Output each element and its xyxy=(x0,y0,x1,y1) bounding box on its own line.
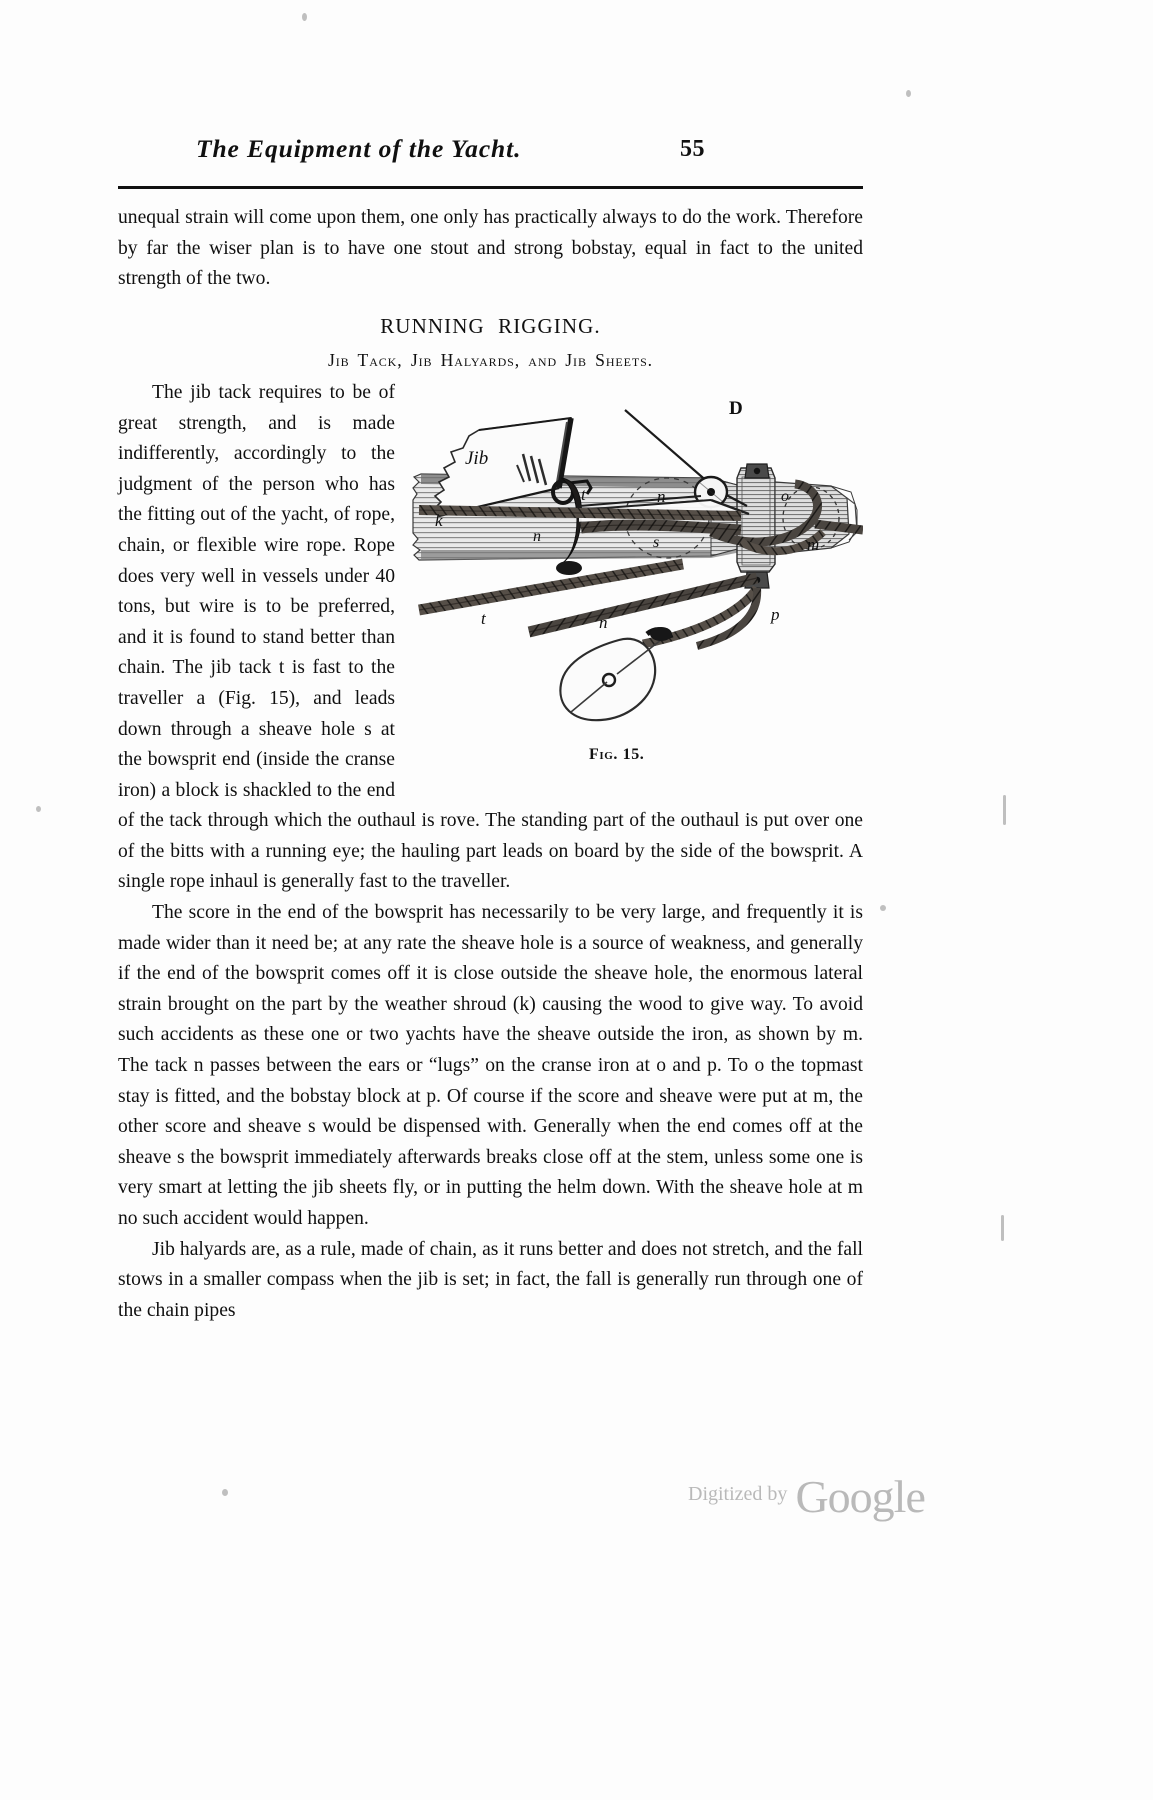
figure-label-p: p xyxy=(771,604,780,624)
scan-speck xyxy=(880,905,886,911)
section-subheading: Jib Tack, Jib Halyards, and Jib Sheets. xyxy=(328,350,653,371)
scan-speck xyxy=(1001,1215,1004,1241)
paragraph-2: The jib tack requires to be of great strength, and is made indifferently, accordingly to the judgment of the person who has the fitting out of the yacht, of rope, chain, or flexible wire rope. Rope does very well in vessels under 40 tons, but wire is to be preferred, and it is found to stand better than chain. The jib tack t is fast to the traveller a (Fig. 15), and leads down through a sheave hole s at the bowsprit end (inside the cranse iron) a block is shackled to the end of the tack through which the outhaul is rove. The standing part of the outhaul is put over one of the bitts with a running eye; the hauling part leads on board by the side of the bowsprit. A single rope inhaul is generally fast to the traveller. xyxy=(118,381,863,893)
google-logo: Google xyxy=(795,1471,925,1522)
figure-illustration xyxy=(411,382,863,777)
scan-speck xyxy=(302,13,307,21)
figure-label-s: s xyxy=(653,533,660,551)
section-heading: RUNNING RIGGING. xyxy=(380,313,601,338)
figure-label-jib: Jib xyxy=(465,447,489,469)
figure-label-o: o xyxy=(781,487,789,505)
figure-label-d: D xyxy=(729,397,743,419)
figure-label-k: k xyxy=(435,510,443,530)
paragraph-1: unequal strain will come upon them, one only has practically always to do the work. Therefore by far the wiser plan is to have one stout and strong bobstay, equal in fact to the united strength of the two. xyxy=(118,207,863,290)
scan-speck xyxy=(222,1489,228,1496)
figure-label-n-bowsprit: n xyxy=(533,527,541,545)
scan-speck xyxy=(36,806,41,812)
digitized-by-label: Digitized by xyxy=(688,1483,788,1505)
paragraph-3: The score in the end of the bowsprit has necessarily to be very large, and frequently it is made wider than it need be; at any rate the sheave hole is a source of weakness, and generally if the end of the bowsprit comes off it is close outside the sheave hole, the enormous lateral strain brought on the part by the weather shroud (k) causing the wood to give way. To avoid such accidents as these one or two yachts have the sheave outside the iron, as shown by m. The tack n passes between the ears or “lugs” on the cranse iron at o and p. To o the topmast stay is fitted, and the bobstay block at p. Of course if the score and sheave were put at m, the other score and sheave s would be dispensed with. Generally when the end comes off at the sheave s the bowsprit immediately afterwards breaks close off at the stem, unless some one is very smart at letting the jib sheets fly, or in putting the helm down. With the sheave hole at m no such accident would happen. xyxy=(118,902,863,1229)
cranse-iron xyxy=(737,464,775,588)
page-number: 55 xyxy=(680,136,705,162)
page-body xyxy=(118,203,863,1326)
figure-15 xyxy=(411,382,863,777)
figure-label-t-upper: t xyxy=(581,484,586,504)
paragraph-4: Jib halyards are, as a rule, made of chain, as it runs better and does not stretch, and the fall stows in a smaller compass when the jib is set; in fact, the fall is generally run through one of the chain pipes xyxy=(118,1238,863,1321)
figure-label-n-lower: n xyxy=(599,612,608,632)
scan-speck xyxy=(906,90,911,97)
figure-label-t-lower: t xyxy=(481,608,486,628)
figure-label-n-upper: n xyxy=(657,486,666,506)
bowsprit-engraving xyxy=(411,382,863,777)
scan-speck xyxy=(1003,795,1006,825)
figure-label-m: m xyxy=(807,534,820,554)
figure-caption: Fig. 15. xyxy=(589,745,645,763)
digitized-footer xyxy=(688,1470,925,1523)
header-rule xyxy=(118,186,863,189)
page-title: The Equipment of the Yacht. xyxy=(196,134,522,163)
